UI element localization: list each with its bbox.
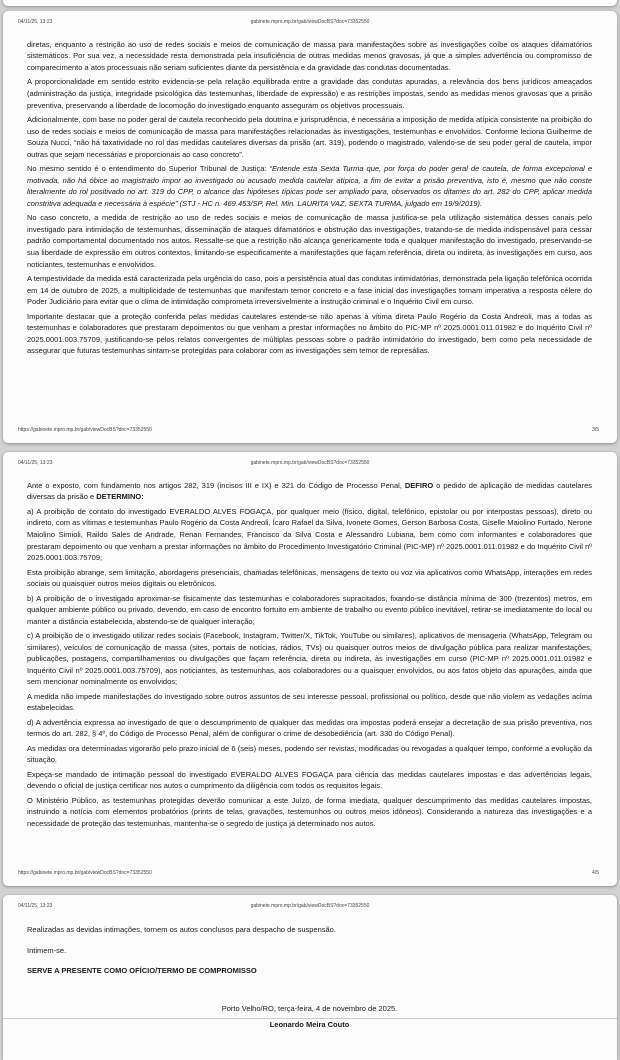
- text-run: Leonardo Meira Couto: [269, 1020, 350, 1030]
- paragraph: [27, 567, 592, 590]
- paragraph: [27, 39, 592, 74]
- paragraph: [27, 76, 592, 111]
- footer-url: https://gabinete.mpro.mp.br/gab/viewDocBS?doc=73352550: [18, 427, 152, 433]
- paragraph: [27, 691, 592, 714]
- text-run: SERVE A PRESENTE COMO OFÍCIO/TERMO DE COMPROMISSO: [27, 966, 257, 976]
- paragraph: [27, 1003, 592, 1015]
- text-run: Expeça-se mandado de intimação pessoal do investigado EVERALDO ALVES FOGAÇA para ciência das medidas cautelares impostas e das advertências legais, devendo o oficial de justiça certificar nos autos o cumprimento da diligência com todos os requisitos legais.: [27, 769, 592, 791]
- paragraph: [27, 1019, 592, 1031]
- text-run: o pedido de aplicação de medidas cautelares diversas da prisão e: [27, 480, 593, 502]
- document-page-5-of-5: [3, 895, 617, 1060]
- text-run: “Entende esta Sexta Turma que, por força do poder geral de cautela, de forma excepcional e motivada, não há óbice ao magistrado impor ao investigado ou acusado medida cautelar atípica, a fim de evitar a prisão preventiva, isto é, mesmo que não conste literalmente do rol positivado no art. 319 do CPP, o alcance das hipóteses típicas pode ser ampliado para, observados os ditames do art. 282 do CPP, aplicar medida constritiva adequada e necessária à espécie” (STJ - HC n. 469.453/SP, Rel. Min. LAURITA VAZ, SEXTA TURMA, julgado em 19/9/2019).: [27, 164, 592, 208]
- page-body: [3, 34, 617, 357]
- paragraph: [27, 114, 592, 160]
- text-run: Ante o exposto, com fundamento nos artigos 282, 319 (incisos III e IX) e 321 do Código de Processo Penal,: [27, 480, 405, 490]
- paragraph: [27, 630, 592, 688]
- header-url: gabinete.mpro.mp.br/gab/viewDocBS?doc=73352550: [250, 460, 370, 466]
- header-datetime: 04/11/25, 13:23: [18, 19, 53, 25]
- text-run: No caso concreto, a medida de restrição ao uso de redes sociais e meios de comunicação de massa justifica-se pela utilização sistemática desses canais pelo investigado para intimidação de testemunhas, disseminação de ataques difamatórios e obstrução das investigações, tratando-se de medida indispensável para cessar padrão comportamental documentado nos autos. Ressalte-se que a restrição não alcança genericamente toda e qualquer manifestação do investigado, preservando-se sua liberdade de expressão em outros contextos, limitando-se especificamente a manifestações que façam referência, direta ou indireta, às investigações em curso, aos noticiantes, testemunhas e envolvidos.: [27, 213, 592, 269]
- document-page-4-of-5: [3, 452, 617, 886]
- footer-page-number: 4/5: [592, 870, 599, 876]
- footer-url: https://gabinete.mpro.mp.br/gab/viewDocBS?doc=73352550: [18, 870, 152, 876]
- text-run: Importante destacar que a proteção conferida pelas medidas cautelares estende-se não apenas à vítima direta Paulo Rogério da Costa Andreoli, mas a todas as testemunhas e colaboradores que prestaram depoimentos ou que venham a prestar informações no âmbito do PIC-MP nº 2025.0001.011.01982 e do Inquérito Civil nº 2025.0001.003.75709, justificando-se pelos relatos convergentes de múltiplas pessoas sobre o padrão intimidatório do investigado, bem como pela necessidade de assegurar que futuras testemunhas sintam-se protegidas para colaborar com as investigações sem temor de represálias.: [27, 311, 592, 356]
- text-run: DETERMINO:: [96, 492, 144, 502]
- paragraph: [27, 717, 592, 740]
- paragraph: [27, 924, 592, 936]
- paragraph: [27, 769, 592, 792]
- text-run: A tempestividade da medida está caracterizada pela urgência do caso, pois a persistência atual das condutas intimidatórias, demonstrada pela ligação telefônica ocorrida em 14 de outubro de 2025, a multiplicidade de testemunhas que manifestam temor concreto e a fase inicial das investigações tornam imperativa a resposta célere do Poder Judiciário para evitar que o clima de intimidação comprometa irreversivelmente a instrução criminal e o Inquérito Civil em curso.: [27, 274, 592, 307]
- text-run: Adicionalmente, com base no poder geral de cautela reconhecido pela doutrina e jurisprudência, é necessária a imposição de medida atípica consistente na proibição do uso de redes sociais e meios de comunicação de massa para manifestações relacionadas às investigações, testemunhas e envolvidos. Conforme leciona Guilherme de Souza Nucci, “não há taxatividade no rol das medidas cautelares diversas da prisão (art. 319), podendo o magistrado, valendo-se de seu poder geral de cautela, impor outras que sejam necessárias e proporcionais ao caso concreto”.: [27, 114, 592, 159]
- text-run: DEFIRO: [404, 480, 434, 490]
- paragraph: [27, 965, 592, 977]
- text-run: O Ministério Público, as testemunhas protegidas deverão comunicar a este Juízo, de forma imediata, qualquer descumprimento das medidas cautelares impostas, instruindo a notícia com elementos probatórios (prints de telas, gravações, testemunhos ou outros meios idôneos). Considerando a natureza das investigações e a necessidade de proteção das testemunhas, mantenha-se o segredo de justiça já determinado nos autos.: [27, 795, 592, 828]
- text-run: As medidas ora determinadas vigorarão pelo prazo inicial de 6 (seis) meses, podendo ser revistas, modificadas ou revogadas a qualquer tempo, conforme a evolução da situação.: [27, 743, 592, 765]
- page-footer: [18, 427, 599, 433]
- header-datetime: 04/11/25, 13:23: [18, 460, 53, 466]
- header-url: gabinete.mpro.mp.br/gab/viewDocBS?doc=73352550: [250, 903, 370, 909]
- text-run: a) A proibição de contato do investigado EVERALDO ALVES FOGAÇA, por qualquer meio (físico, digital, telefônico, epistolar ou por interpostas pessoas), direto ou indireto, com as vítimas e testemunhas Paulo Rogério da Costa Andreoli, Ícaro Rafael da Silva, Ivonete Gomes, Gerson Barbosa Costa, Giselle Maiolino Furtado, Nerone Maiolino Simioli, Raildo Sales de Andrade, Renan Fernandes, Francisco da Silva Costa e Alessandro Lubiana, bem como com informantes e colaboradores que prestaram depoimento ou que venham a prestar informações no âmbito do Procedimento Investigatório Criminal (PIC-MP) nº 2025.0001.011.01982 e do Inquérito Civil nº 2025.0001.003.75709;: [27, 506, 592, 563]
- page-header: [3, 452, 617, 475]
- text-run: A proporcionalidade em sentido estrito evidencia-se pela relação equilibrada entre a gravidade das condutas apuradas, a relevância dos bens jurídicos ameaçados (administração da justiça, integridade psicológica das testemunhas, liberdade de expressão) e as restrições impostas, sendo as medidas menos gravosas que a prisão preventiva, preservando a liberdade de locomoção do investigado enquanto asseguram os objetivos processuais.: [27, 77, 592, 110]
- signature-rule: [3, 1018, 617, 1019]
- paragraph: [27, 163, 592, 209]
- text-run: Realizadas as devidas intimações, tornem os autos conclusos para despacho de suspensão.: [27, 925, 336, 934]
- previous-page-bottom-edge: [3, 0, 617, 6]
- page-footer: [18, 870, 599, 876]
- paragraph: [27, 593, 592, 628]
- paragraph: [27, 212, 592, 270]
- paragraph: [27, 743, 592, 766]
- paragraph: [27, 506, 592, 564]
- text-run: A medida não impede manifestações do investigado sobre outros assuntos de seu interesse pessoal, profissional ou político, desde que não violem as vedações acima estabelecidas.: [27, 691, 592, 713]
- paragraph: [27, 480, 592, 503]
- page-header: [3, 11, 617, 34]
- text-run: b) A proibição de o investigado aproximar-se fisicamente das testemunhas e colaboradores supracitados, fixando-se distância mínima de 300 (trezentos) metros, em qualquer ambiente público ou privado, devendo, em caso de encontro fortuito em ambiente de trabalho ou evento público inevitável, retirar-se imediatamente do local ou manter a distância estabelecida, abstendo-se de qualquer interação;: [27, 593, 592, 626]
- text-run: diretas, enquanto a restrição ao uso de redes sociais e meios de comunicação de massa para manifestações sobre as investigações coíbe os ataques difamatórios sistemáticos. Por sua vez, a necessidade resta demonstrada pela insuficiência de outras medidas menos gravosas, já que a simples advertência ou compromisso de comparecimento a atos processuais não seriam suficientes diante da persistência e da gravidade das condutas documentadas.: [27, 39, 592, 72]
- page-header: [3, 895, 617, 918]
- text-run: d) A advertência expressa ao investigado de que o descumprimento de qualquer das medidas ora impostas poderá ensejar a decretação de sua prisão preventiva, nos termos do art. 282, § 4º, do Código de Processo Penal, além de configurar o crime de desobediência (art. 330 do Código Penal).: [27, 717, 592, 739]
- text-run: No mesmo sentido é o entendimento do Superior Tribunal de Justiça:: [27, 164, 270, 174]
- text-run: Esta proibição abrange, sem limitação, abordagens presenciais, chamadas telefônicas, mensagens de texto ou voz via aplicativos como WhatsApp, interações em redes sociais ou quaisquer outros meios digitais ou eletrônicos.: [27, 567, 592, 589]
- page-body: [3, 918, 617, 1031]
- page-body: [3, 475, 617, 830]
- text-run: Porto Velho/RO, terça-feira, 4 de novembro de 2025.: [221, 1003, 398, 1013]
- text-run: c) A proibição de o investigado utilizar redes sociais (Facebook, Instagram, Twitter/X, TikTok, YouTube ou similares), aplicativos de mensageria (WhatsApp, Telegram ou similares), veículos de comunicação de massa (sites, portais de notícias, rádios, TVs) ou quaisquer outros meios de divulgação pública para realizar manifestações, publicações, postagens, compartilhamentos ou divulgações que façam referência, direta ou indireta, às investigações em curso (PIC-MP nº 2025.0001.011.01982 e Inquérito Civil nº 2025.0001.003.75709), aos noticiantes, às testemunhas, aos colaboradores ou a quaisquer envolvidos, ou aos fatos objeto das apurações, ainda que sem mencionar nominalmente os envolvidos;: [27, 631, 592, 687]
- paragraph: [27, 311, 592, 357]
- header-datetime: 04/11/25, 13:23: [18, 903, 53, 909]
- paragraph: [27, 795, 592, 830]
- header-url: gabinete.mpro.mp.br/gab/viewDocBS?doc=73352550: [250, 19, 370, 25]
- footer-page-number: 3/5: [592, 427, 599, 433]
- paragraph: [27, 273, 592, 308]
- text-run: Intimem-se.: [27, 945, 67, 955]
- paragraph: [27, 945, 592, 957]
- document-page-3-of-5: [3, 11, 617, 443]
